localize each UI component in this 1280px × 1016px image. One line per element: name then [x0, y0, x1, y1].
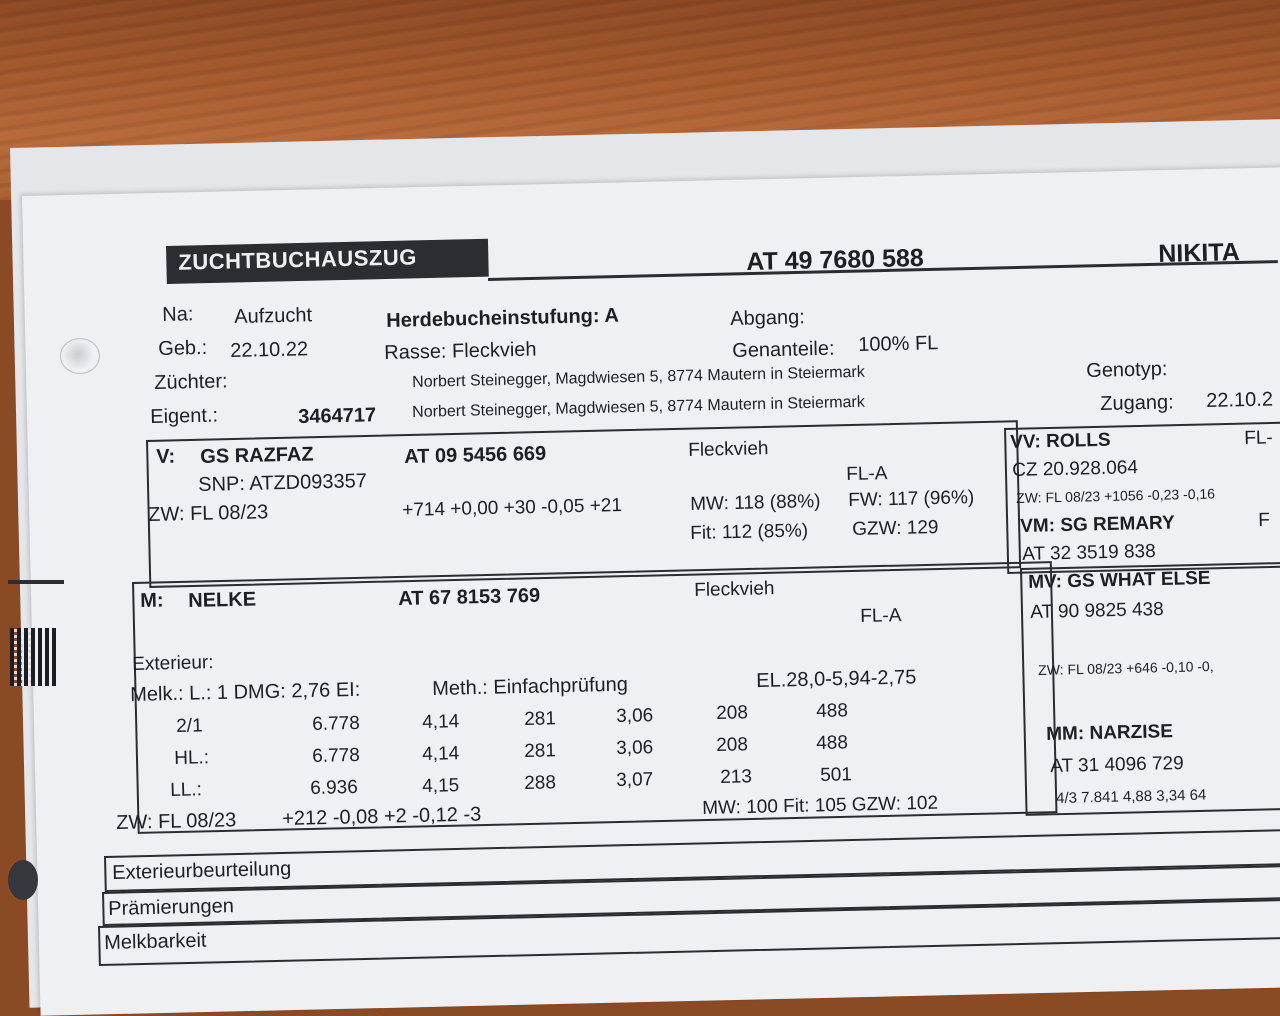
zugang-label: Zugang: — [1100, 391, 1174, 415]
mother-fl: FL-A — [860, 605, 902, 627]
doc-type-title: ZUCHTBUCHAUSZUG — [166, 239, 489, 284]
mm-row: 4/3 7.841 4,88 3,34 64 — [1056, 786, 1207, 807]
father-prefix: V: — [156, 445, 176, 468]
mv-id: AT 90 9825 438 — [1030, 598, 1164, 623]
animal-id: AT 49 7680 588 — [746, 243, 925, 276]
row-c4: 3,06 — [616, 705, 654, 727]
row-c4: 3,07 — [616, 769, 654, 791]
eigent-number: 3464717 — [298, 404, 377, 428]
row-c5: 213 — [720, 766, 753, 788]
section-label: Prämierungen — [108, 895, 235, 920]
mm-id: AT 31 4096 729 — [1050, 752, 1184, 777]
father-mw: MW: 118 (88%) — [690, 491, 821, 515]
zuechter-label: Züchter: — [154, 370, 228, 394]
el-value: EL.28,0-5,94-2,75 — [756, 666, 917, 692]
row-c6: 488 — [816, 700, 849, 722]
genotyp-label: Genotyp: — [1086, 358, 1168, 382]
father-fl: FL-A — [846, 463, 888, 485]
mother-id: AT 67 8153 769 — [398, 584, 541, 610]
mm-name: MM: NARZISE — [1046, 721, 1174, 745]
vv-zw: ZW: FL 08/23 +1056 -0,23 -0,16 — [1016, 485, 1216, 506]
mother-name: NELKE — [188, 588, 257, 612]
row-c4: 3,06 — [616, 737, 654, 759]
row-c2: 4,14 — [422, 743, 460, 765]
father-breed: Fleckvieh — [688, 438, 769, 461]
mother-prefix: M: — [140, 589, 164, 612]
meth-label: Meth.: Einfachprüfung — [432, 673, 629, 700]
geb-label: Geb.: — [158, 336, 208, 360]
row-c2: 4,14 — [422, 711, 460, 733]
rasse: Rasse: Fleckvieh — [384, 338, 537, 364]
row-c3: 281 — [524, 740, 557, 762]
row-c5: 208 — [716, 734, 749, 756]
herdbook-class: Herdebucheinstufung: A — [386, 304, 620, 332]
vv-id: CZ 20.928.064 — [1012, 457, 1139, 481]
zugang-value: 22.10.2 — [1206, 388, 1274, 412]
vv-name: VV: ROLLS — [1010, 429, 1111, 453]
row-c1: 6.778 — [312, 712, 361, 735]
mv-zw: ZW: FL 08/23 +646 -0,10 -0, — [1038, 658, 1214, 678]
exterieur-label: Exterieur: — [132, 652, 214, 675]
father-snp: SNP: ATZD093357 — [198, 470, 368, 496]
geb-value: 22.10.22 — [230, 338, 309, 362]
section-label: Melkbarkeit — [104, 929, 207, 954]
row-c1: 6.778 — [312, 744, 361, 767]
row-c1: 6.936 — [310, 776, 359, 799]
mother-zw-values: +212 -0,08 +2 -0,12 -3 — [282, 803, 482, 830]
vm-name: VM: SG REMARY — [1020, 512, 1175, 537]
melk-row: Melk.: L.: 1 DMG: 2,76 EI: — [130, 678, 361, 706]
row-c2: 4,15 — [422, 775, 460, 797]
row-c6: 488 — [816, 732, 849, 754]
father-gzw: GZW: 129 — [852, 517, 939, 540]
genanteile-label: Genanteile: — [732, 337, 835, 362]
father-name: GS RAZFAZ — [200, 443, 314, 468]
father-zw-label: ZW: FL 08/23 — [148, 501, 269, 526]
genanteile-value: 100% FL — [858, 332, 939, 356]
father-fw: FW: 117 (96%) — [848, 487, 975, 511]
eigent-value: Norbert Steinegger, Magdwiesen 5, 8774 Mautern in Steiermark — [412, 393, 865, 421]
row-c6: 501 — [820, 764, 853, 786]
mother-breed: Fleckvieh — [694, 578, 775, 601]
father-fit: Fit: 112 (85%) — [690, 520, 809, 544]
animal-name: NIKITA — [1158, 238, 1241, 268]
father-id: AT 09 5456 669 — [404, 442, 547, 468]
mv-name: MV: GS WHAT ELSE — [1028, 567, 1211, 593]
row-label: HL.: — [174, 747, 210, 769]
vm-id: AT 32 3519 838 — [1022, 540, 1156, 565]
na-value: Aufzucht — [234, 304, 313, 328]
row-c5: 208 — [716, 702, 749, 724]
vm-f: F — [1258, 509, 1271, 531]
father-zw-values: +714 +0,00 +30 -0,05 +21 — [402, 495, 623, 521]
eigent-label: Eigent.: — [150, 404, 219, 428]
vv-fl: FL- — [1244, 427, 1273, 449]
row-label: LL.: — [170, 779, 203, 801]
row-c3: 288 — [524, 772, 557, 794]
mother-summary: MW: 100 Fit: 105 GZW: 102 — [702, 792, 939, 819]
mother-zw-label: ZW: FL 08/23 — [116, 809, 237, 834]
row-label: 2/1 — [176, 715, 203, 737]
row-c3: 281 — [524, 708, 557, 730]
section-label: Exterieurbeurteilung — [112, 857, 292, 884]
abgang-label: Abgang: — [730, 306, 805, 330]
na-label: Na: — [162, 303, 194, 326]
zuechter-value: Norbert Steinegger, Magdwiesen 5, 8774 Mautern in Steiermark — [412, 363, 865, 391]
